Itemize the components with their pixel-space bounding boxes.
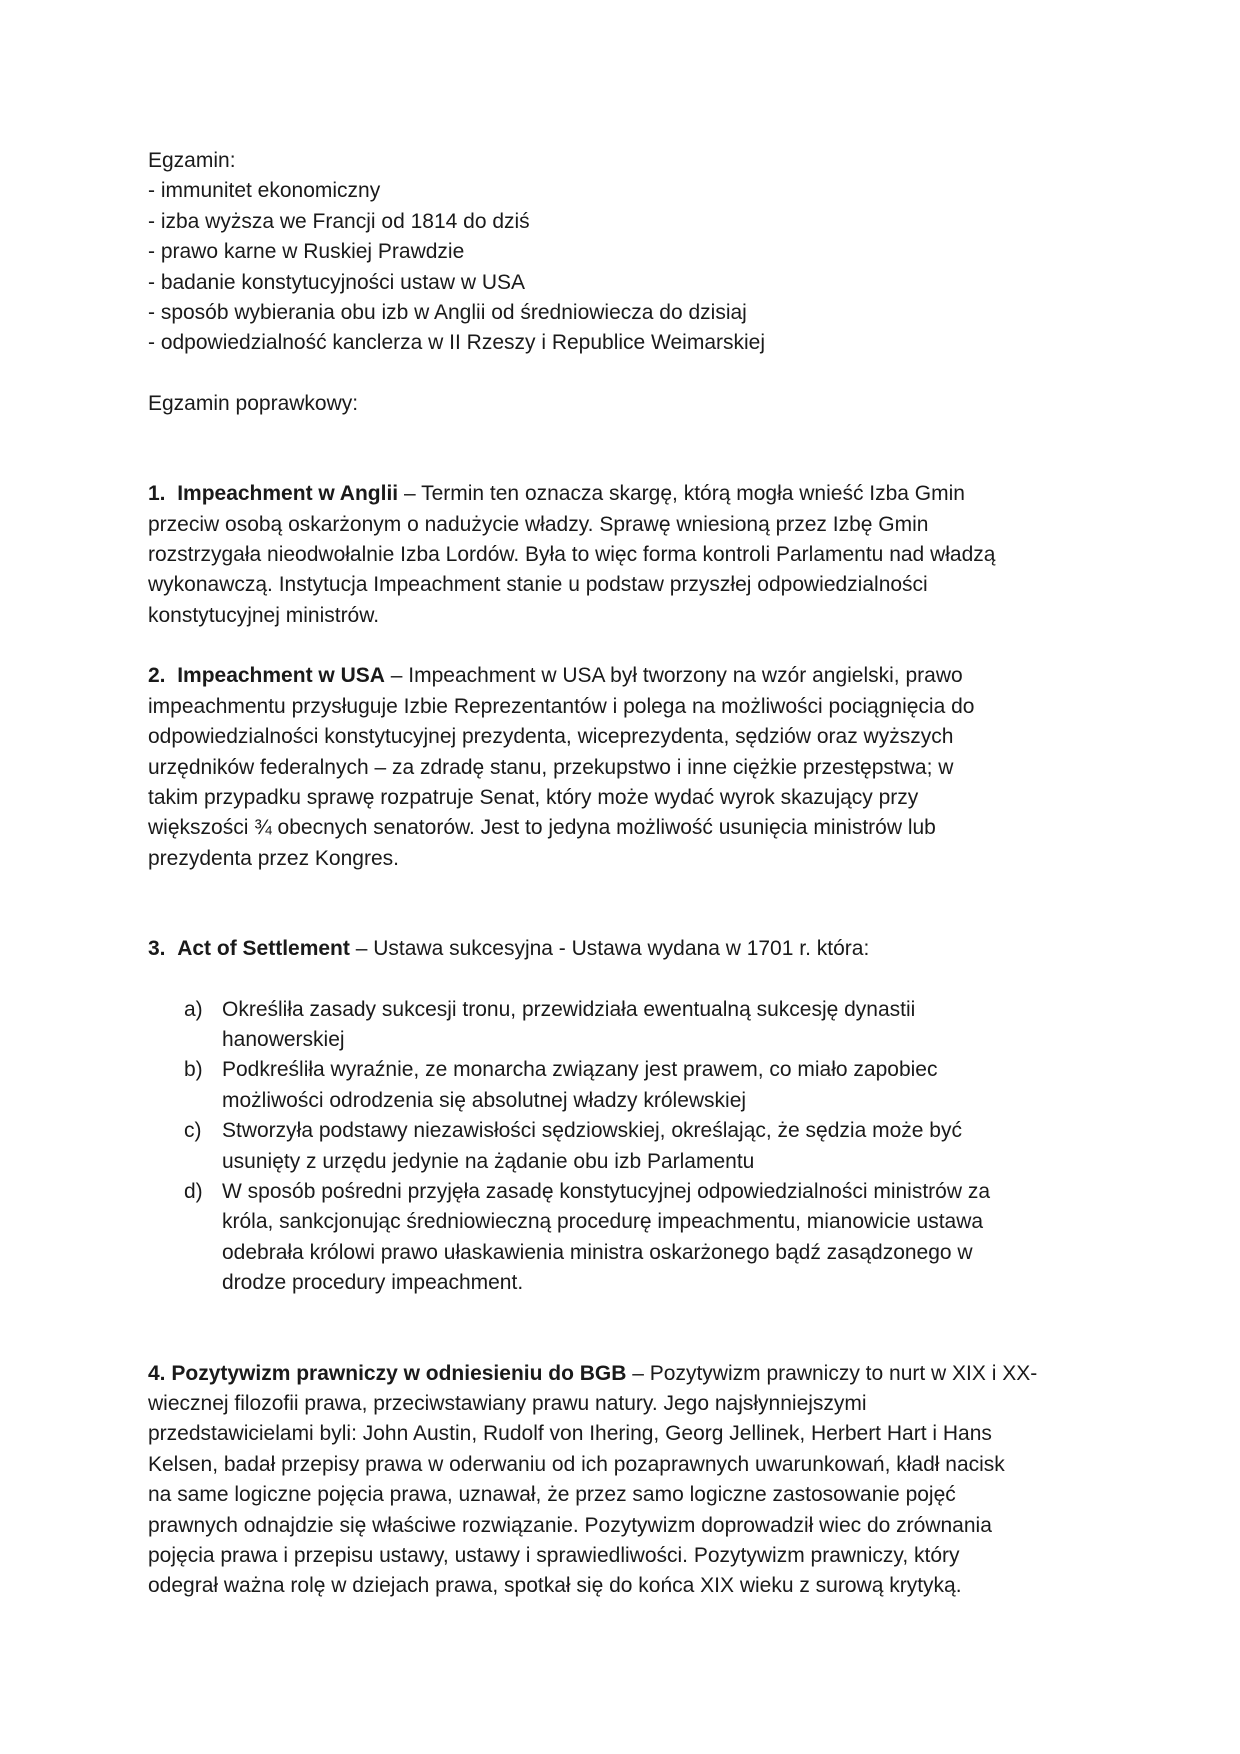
section-heading: Pozytywizm prawniczy w odniesieniu do BGB [171,1361,627,1385]
subitem-mark: a) [184,997,203,1021]
section-number: 1. [148,482,166,506]
section-impeachment-england [148,479,1080,631]
section-text: – Impeachment w USA był tworzony na wzór angielski, prawo [384,664,963,688]
section-number: 4. [148,1361,166,1385]
section-text: wiecznej filozofii prawa, przeciwstawiany prawu natury. Jego najsłynniejszymi [148,1392,867,1415]
exam-item: - prawo karne w Ruskiej Prawdzie [148,240,465,264]
section-text: większości ¾ obecnych senatorów. Jest to jedyna możliwość usunięcia ministrów lub [148,816,936,840]
subitem-text: usunięty z urzędu jedynie na żądanie obu izb Parlamentu [222,1149,755,1173]
subitem-text: odebrała królowi prawo ułaskawienia ministra oskarżonego bądź zasądzonego w [222,1240,973,1264]
exam-item: - sposób wybierania obu izb w Anglii od średniowiecza do dzisiaj [148,301,747,325]
section-text: takim przypadku sprawę rozpatruje Senat, który może wydać wyrok skazujący przy [148,785,919,809]
section-act-of-settlement [148,934,1080,1298]
exam-item: - odpowiedzialność kanclerza w II Rzeszy i Republice Weimarskiej [148,331,766,355]
subitem-list [148,995,1080,1299]
section-text: – Pozytywizm prawniczy to nurt w XIX i XX- [626,1361,1038,1385]
subitem-text: Stworzyła podstawy niezawisłości sędziowskiej, określając, że sędzia może być [222,1119,962,1143]
subitem-mark: c) [184,1119,202,1143]
section-text: rozstrzygała nieodwołalnie Izba Lordów. Była to więc forma kontroli Parlamentu nad władzą [148,543,996,567]
subitem-mark: b) [184,1058,203,1082]
subitem-text: W sposób pośredni przyjęła zasadę konstytucyjnej odpowiedzialności ministrów za [222,1179,991,1203]
subitem-mark: d) [184,1179,203,1203]
section-number: 3. [148,937,166,961]
section-text: urzędników federalnych – za zdradę stanu, przekupstwo i inne ciężkie przestępstwa; w [148,755,954,779]
section-text: – Ustawa sukcesyjna - Ustawa wydana w 1701 r. która: [349,937,870,961]
section-heading: Impeachment w Anglii [177,482,399,506]
section-impeachment-usa [148,661,1080,874]
section-text: prezydenta przez Kongres. [148,846,399,870]
subitem-text: króla, sankcjonując średniowieczną procedurę impeachmentu, mianowicie ustawa [222,1210,984,1234]
subitem-text: hanowerskiej [222,1027,345,1051]
subitem-text: Podkreśliła wyraźnie, ze monarcha związany jest prawem, co miało zapobiec [222,1058,938,1082]
exam-item: - badanie konstytucyjności ustaw w USA [148,270,526,294]
subitem-text: drodze procedury impeachment. [222,1271,524,1295]
section-text: na same logiczne pojęcia prawa, uznawał, że przez samo logiczne zastosowanie pojęć [148,1483,956,1507]
section-text: prawnych odnajdzie się właściwe rozwiązanie. Pozytywizm doprowadził wiec do zrównania [148,1513,992,1537]
section-text: odpowiedzialności konstytucyjnej prezydenta, wiceprezydenta, sędziów oraz wyższych [148,725,954,749]
makeup-exam-title: Egzamin poprawkowy: [148,391,359,415]
section-heading: Impeachment w USA [177,664,385,688]
section-number: 2. [148,664,166,688]
section-text: przeciw osobą oskarżonym o nadużycie władzy. Sprawę wniesioną przez Izbę Gmin [148,512,929,536]
section-text: pojęcia prawa i przepisu ustawy, ustawy i sprawiedliwości. Pozytywizm prawniczy, który [148,1544,960,1568]
section-text: impeachmentu przysługuje Izbie Reprezentantów i polega na możliwości pociągnięcia do [148,694,975,718]
section-legal-positivism [148,1359,1080,1602]
exam-item: - izba wyższa we Francji od 1814 do dziś [148,209,530,233]
subitem-text: możliwości odrodzenia się absolutnej władzy królewskiej [222,1088,747,1112]
subitem [184,1055,1080,1116]
subitem-text: Określiła zasady sukcesji tronu, przewidziała ewentualną sukcesję dynastii [222,997,916,1021]
section-text: wykonawczą. Instytucja Impeachment stanie u podstaw przyszłej odpowiedzialności [148,573,928,597]
section-text: Kelsen, badał przepisy prawa w oderwaniu od ich pozaprawnych uwarunkowań, kładł nacisk [148,1452,1005,1476]
section-text: – Termin ten oznacza skargę, którą mogła wnieść Izba Gmin [398,482,965,506]
exam-item: - immunitet ekonomiczny [148,179,381,203]
section-text: odegrał ważna rolę w dziejach prawa, spotkał się do końca XIX wieku z surową krytyką. [148,1574,962,1598]
subitem [184,1116,1080,1177]
exam-block [148,146,1080,359]
section-text: przedstawicielami byli: John Austin, Rudolf von Ihering, Georg Jellinek, Herbert Hart i Hans [148,1422,992,1446]
section-text: konstytucyjnej ministrów. [148,603,380,627]
subitem [184,995,1080,1056]
section-heading: Act of Settlement [177,937,350,961]
exam-title: Egzamin: [148,149,236,172]
subitem [184,1177,1080,1299]
